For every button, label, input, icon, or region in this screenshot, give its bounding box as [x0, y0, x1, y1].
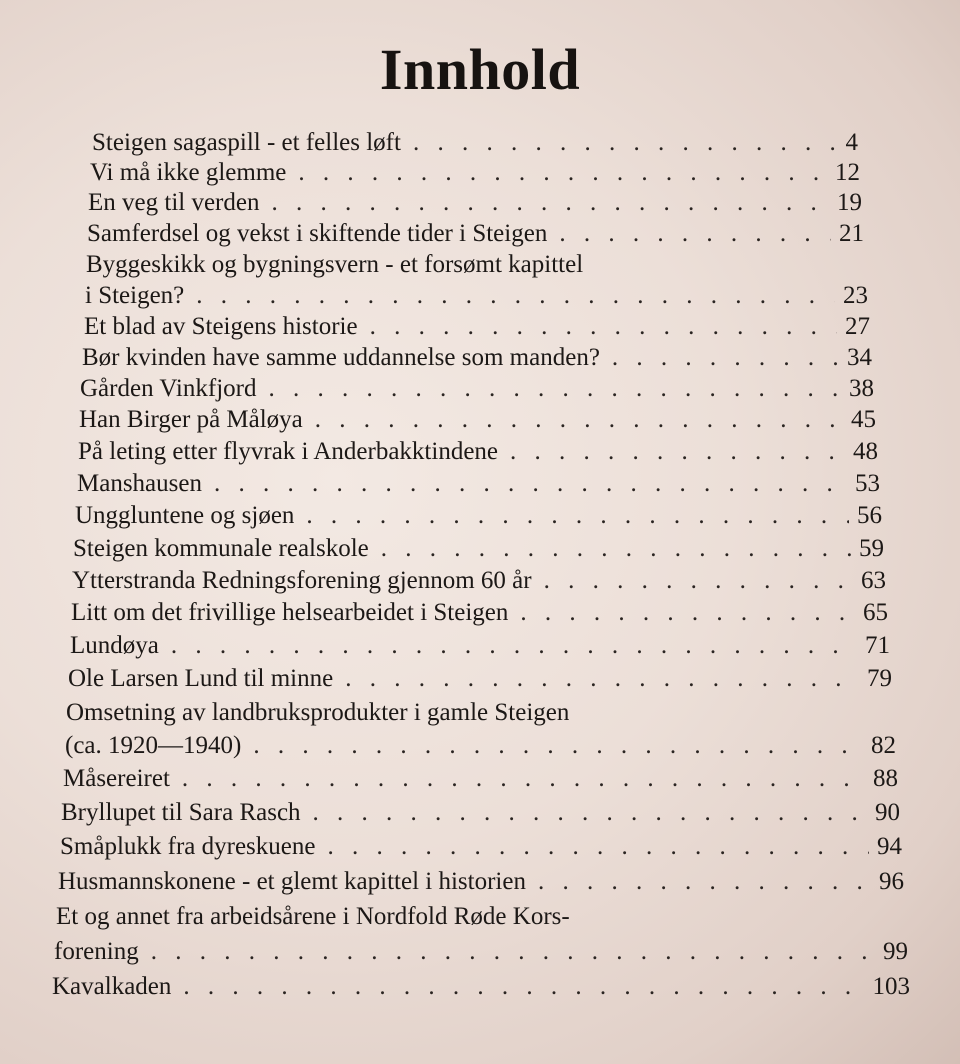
toc-entry [80, 374, 874, 404]
toc-entry [79, 405, 876, 435]
toc-page-number: 99 [883, 938, 908, 965]
toc-page-number: 12 [835, 159, 860, 186]
dot-leader [544, 566, 853, 596]
toc-entry [85, 281, 868, 311]
toc-page-number: 38 [849, 375, 874, 402]
toc-entry-title: Omsetning av landbruksprodukter i gamle Steigen [66, 699, 570, 726]
toc-page-number: 82 [871, 732, 896, 759]
toc-page-number: 59 [859, 535, 884, 562]
toc-page-number: 34 [847, 344, 872, 371]
toc-page-number: 94 [877, 833, 902, 860]
toc-entry [52, 972, 910, 1002]
toc-entry-continued [66, 698, 894, 728]
toc-entry-title: Han Birger på Måløya [79, 406, 303, 433]
toc-page-number: 21 [839, 220, 864, 247]
toc-entry-title: Et og annet fra arbeidsårene i Nordfold Røde Kors- [56, 903, 570, 930]
dot-leader [253, 731, 863, 761]
toc-entry-title: (ca. 1920—1940) [65, 732, 242, 759]
toc-page-number: 56 [857, 502, 882, 529]
toc-entry-title: Vi må ikke glemme [90, 159, 287, 186]
toc-page-number: 65 [863, 599, 888, 626]
page-title: Innhold [379, 37, 581, 102]
dot-leader [612, 343, 839, 373]
toc-entry [82, 343, 872, 373]
toc-entry-continued [56, 902, 906, 932]
dot-leader [268, 374, 841, 404]
toc-page-number: 4 [845, 129, 858, 156]
dot-leader [520, 598, 855, 628]
toc-entry-title: Lundøya [70, 632, 159, 659]
toc-page-number: 63 [861, 567, 886, 594]
toc-page-number: 90 [875, 799, 900, 826]
toc-entry-continued [86, 250, 866, 280]
toc-entry-title: i Steigen? [85, 282, 185, 309]
dot-leader [538, 867, 871, 897]
toc-entry [73, 534, 884, 564]
toc-page-number: 79 [867, 665, 892, 692]
toc-entry-title: Steigen sagaspill - et felles løft [92, 129, 401, 156]
toc-page-number: 48 [853, 438, 878, 465]
toc-entry-title: Unggluntene og sjøen [75, 502, 295, 529]
toc-entry-title: Samferdsel og vekst i skiftende tider i Steigen [87, 220, 548, 247]
toc-entry-title: Bryllupet til Sara Rasch [61, 799, 301, 826]
dot-leader [345, 664, 859, 694]
toc-page-number: 45 [851, 406, 876, 433]
dot-leader [183, 972, 864, 1002]
toc-entry-title: Steigen kommunale realskole [73, 535, 369, 562]
dot-leader [370, 312, 837, 342]
toc-entry-title: På leting etter flyvrak i Anderbakktindene [78, 438, 499, 465]
dot-leader [510, 437, 845, 467]
toc-entry [58, 867, 904, 897]
toc-page-number: 103 [872, 973, 910, 1000]
toc-entry [54, 937, 908, 967]
toc-entry-title: Kavalkaden [52, 973, 172, 1000]
toc-entry [75, 501, 882, 531]
dot-leader [559, 219, 831, 249]
toc-entry [60, 832, 902, 862]
toc-entry [88, 188, 862, 218]
dot-leader [171, 631, 857, 661]
toc-entry-title: Manshausen [77, 470, 202, 497]
toc-entry [71, 598, 888, 628]
dot-leader [196, 281, 835, 311]
dot-leader [381, 534, 851, 564]
toc-entry [92, 128, 858, 158]
toc-entry [90, 158, 860, 188]
toc-entry-title: Ole Larsen Lund til minne [68, 665, 334, 692]
toc-entry-title: Litt om det frivillige helsearbeidet i Steigen [71, 599, 509, 626]
dot-leader [315, 405, 843, 435]
dot-leader [214, 469, 847, 499]
toc-page-number: 19 [837, 189, 862, 216]
toc-entry [77, 469, 880, 499]
toc-page-number: 71 [865, 632, 890, 659]
toc-entry [84, 312, 870, 342]
dot-leader [271, 188, 829, 218]
toc-entry [72, 566, 886, 596]
toc-page-number: 88 [873, 765, 898, 792]
toc-entry [87, 219, 864, 249]
dot-leader [413, 128, 838, 158]
toc-entry [68, 664, 892, 694]
toc-page-number: 23 [843, 282, 868, 309]
toc-entry-title: En veg til verden [88, 189, 260, 216]
toc-page-number: 96 [879, 868, 904, 895]
toc-entry [78, 437, 878, 467]
toc-entry-title: forening [54, 938, 139, 965]
toc-entry-title: Gården Vinkfjord [80, 375, 257, 402]
dot-leader [306, 501, 849, 531]
toc-entry-title: Måsereiret [63, 765, 170, 792]
toc-entry-title: Bør kvinden have samme uddannelse som manden? [82, 344, 600, 371]
toc-entry [65, 731, 896, 761]
toc-entry-title: Husmannskonene - et glemt kapittel i historien [58, 868, 526, 895]
toc-entry [61, 798, 900, 828]
toc-entry-title: Et blad av Steigens historie [84, 313, 358, 340]
toc-entry-title: Småplukk fra dyreskuene [60, 833, 316, 860]
dot-leader [151, 937, 875, 967]
dot-leader [182, 764, 865, 794]
toc-page-number: 27 [845, 313, 870, 340]
toc-entry [70, 631, 890, 661]
dot-leader [327, 832, 869, 862]
toc-page-number: 53 [855, 470, 880, 497]
dot-leader [313, 798, 867, 828]
toc-entry-title: Ytterstranda Redningsforening gjennom 60 år [72, 567, 532, 594]
toc-entry-title: Byggeskikk og bygningsvern - et forsømt kapittel [86, 251, 584, 278]
dot-leader [298, 158, 827, 188]
toc-entry [63, 764, 898, 794]
